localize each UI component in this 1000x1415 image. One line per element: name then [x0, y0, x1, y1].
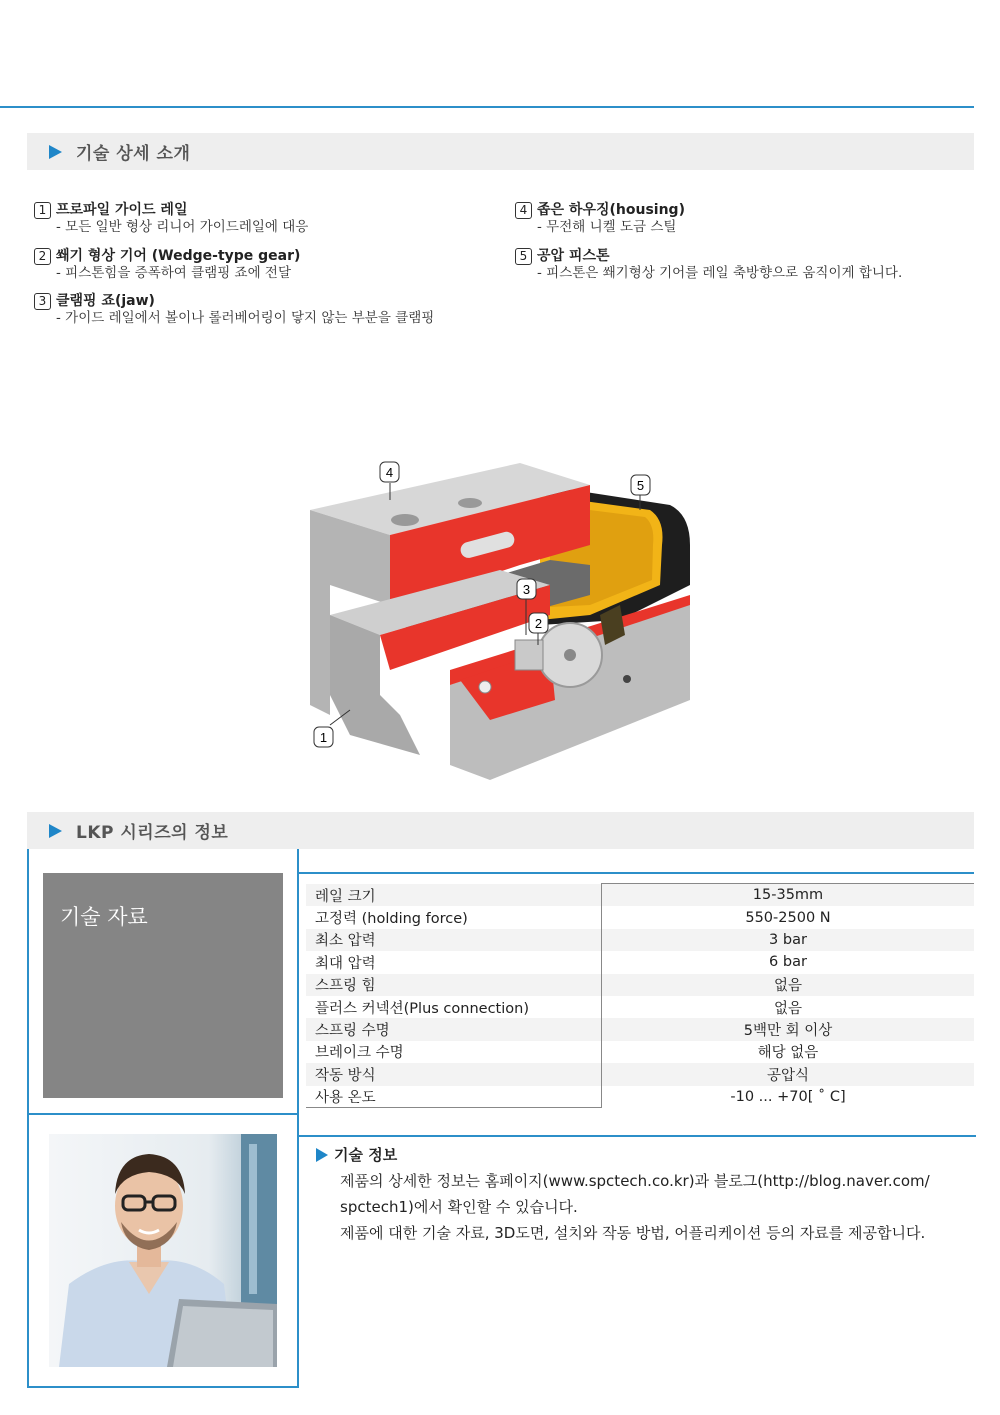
- spec-table: [306, 884, 974, 1108]
- table-row: [306, 1018, 974, 1040]
- tech-info-body: [340, 1168, 970, 1246]
- table-row: [306, 951, 974, 973]
- svg-text:1: 1: [319, 730, 328, 745]
- table-row: [306, 974, 974, 996]
- tech-data-box: [43, 873, 283, 1098]
- feature-desc: - 피스톤은 쐐기형상 기어를 레일 축방향으로 움직이게 합니다.: [515, 265, 902, 282]
- svg-text:3: 3: [522, 582, 531, 597]
- feature-item: [34, 202, 308, 236]
- callout-badge: [380, 462, 399, 482]
- spec-key: 플러스 커넥션(Plus connection): [306, 996, 602, 1018]
- section-header-tech-detail: [27, 133, 974, 170]
- spec-value: 5백만 회 이상: [743, 1023, 833, 1040]
- tech-data-label: 기술 자료: [60, 905, 148, 929]
- svg-text:4: 4: [385, 465, 394, 480]
- table-bottom-rule: [306, 1107, 602, 1108]
- number-badge: 5: [515, 248, 532, 265]
- feature-name: 쐐기 형상 기어 (Wedge-type gear): [56, 248, 301, 264]
- table-row: [306, 1063, 974, 1085]
- callout-badge: [529, 613, 548, 633]
- feature-name: 프로파일 가이드 레일: [56, 202, 188, 218]
- spec-key: 최대 압력: [306, 951, 602, 973]
- spec-value: -10 ... +70[ ˚ C]: [730, 1088, 846, 1105]
- clamp-cutaway-illustration: [290, 455, 720, 785]
- triangle-bullet-icon: [316, 1148, 328, 1162]
- table-row: [306, 929, 974, 951]
- number-badge: 4: [515, 202, 532, 219]
- section-title: 기술 상세 소개: [76, 144, 191, 164]
- feature-name: 클램핑 죠(jaw): [56, 293, 155, 309]
- spec-value: 해당 없음: [757, 1045, 819, 1062]
- spec-key: 스프링 힘: [306, 974, 602, 996]
- info-rule: [299, 1135, 976, 1137]
- spec-value: 없음: [773, 1000, 802, 1017]
- number-badge: 3: [34, 293, 51, 310]
- section-header-lkp-series: [27, 812, 974, 849]
- table-top-rule: [299, 872, 974, 874]
- feature-item: [34, 248, 300, 282]
- table-row: [306, 1086, 974, 1108]
- spec-value: 3 bar: [769, 931, 807, 948]
- feature-desc: - 피스톤힘을 증폭하여 클램핑 죠에 전달: [34, 265, 300, 282]
- spec-value: 15-35mm: [752, 887, 824, 904]
- table-row: [306, 884, 974, 906]
- table-row: [306, 1041, 974, 1063]
- info-line: 제품에 대한 기술 자료, 3D도면, 설치와 작동 방법, 어플리케이션 등의 자료를 제공합니다.: [340, 1224, 926, 1242]
- feature-desc: - 모든 일반 형상 리니어 가이드레일에 대응: [34, 219, 308, 236]
- section-title: LKP 시리즈의 정보: [76, 823, 229, 843]
- spec-key: 스프링 수명: [306, 1018, 602, 1040]
- spec-value: 550-2500 N: [745, 909, 831, 926]
- triangle-bullet-icon: [49, 824, 62, 838]
- info-line: 제품의 상세한 정보는 홈페이지(www.spctech.co.kr)과 블로그(http://blog.naver.com/: [340, 1172, 930, 1190]
- number-badge: 1: [34, 202, 51, 219]
- callout-badge: [631, 475, 650, 495]
- callout-badge: [517, 579, 536, 599]
- callout-badge: [314, 727, 333, 747]
- table-row: [306, 906, 974, 928]
- feature-name: 좁은 하우징(housing): [537, 202, 685, 218]
- spec-value: 없음: [773, 978, 802, 995]
- feature-name: 공압 피스톤: [537, 248, 610, 264]
- svg-text:5: 5: [636, 478, 645, 493]
- tech-info-header: [316, 1144, 397, 1165]
- spec-key: 사용 온도: [306, 1086, 602, 1108]
- spec-value: 공압식: [766, 1067, 810, 1084]
- feature-item: [515, 202, 685, 236]
- triangle-bullet-icon: [49, 145, 62, 159]
- info-line: spctech1)에서 확인할 수 있습니다.: [340, 1198, 578, 1216]
- tech-info-title: 기술 정보: [334, 1146, 398, 1164]
- spec-key: 고정력 (holding force): [306, 906, 602, 928]
- svg-text:2: 2: [534, 616, 543, 631]
- spec-key: 최소 압력: [306, 929, 602, 951]
- spec-key: 작동 방식: [306, 1063, 602, 1085]
- feature-item: [515, 248, 902, 282]
- spec-value: 6 bar: [769, 954, 807, 971]
- spec-key: 레일 크기: [306, 884, 602, 906]
- top-rule: [0, 106, 974, 108]
- feature-desc: - 가이드 레일에서 볼이나 롤러베어링이 닿지 않는 부분을 클램핑: [34, 310, 434, 327]
- engineer-photo: [49, 1134, 277, 1367]
- feature-item: [34, 293, 434, 327]
- table-row: [306, 996, 974, 1018]
- number-badge: 2: [34, 248, 51, 265]
- feature-desc: - 무전해 니켈 도금 스틸: [515, 219, 685, 236]
- spec-key: 브레이크 수명: [306, 1041, 602, 1063]
